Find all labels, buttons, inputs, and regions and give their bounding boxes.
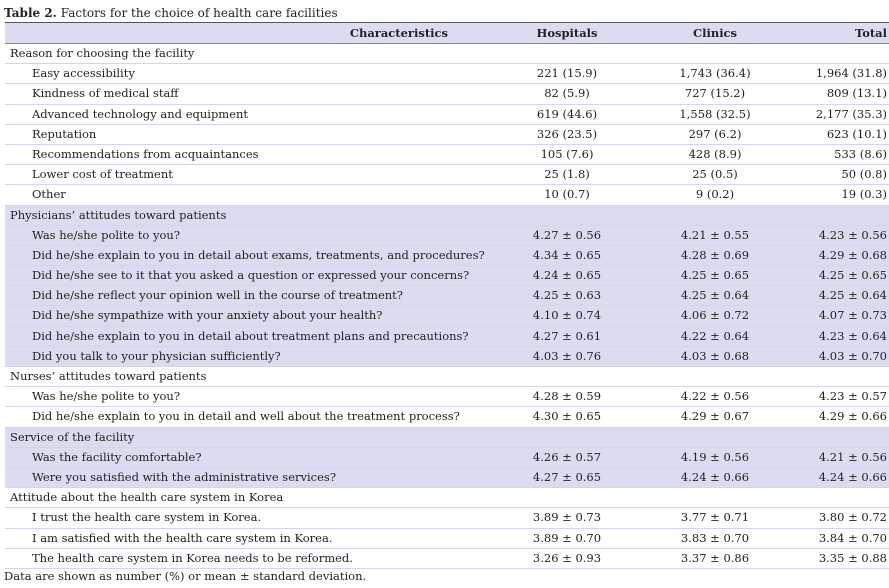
row-label: Kindness of medical staff	[32, 86, 179, 101]
header-clinics: Clinics	[692, 26, 738, 40]
hospitals-cell: 3.89 ± 0.73	[532, 510, 602, 525]
table-footnote: Data are shown as number (%) or mean ± standard deviation.	[4, 569, 367, 583]
hospitals-cell: 4.34 ± 0.65	[532, 247, 602, 262]
clinics-cell: 3.37 ± 0.86	[680, 550, 750, 565]
hospitals-cell: 4.26 ± 0.57	[532, 449, 602, 464]
header-total: Total	[854, 26, 887, 40]
table-row	[5, 64, 889, 84]
table-row	[5, 165, 889, 185]
row-label: Did he/she see to it that you asked a question or expressed your concerns?	[32, 268, 470, 283]
total-cell: 4.25 ± 0.64	[818, 288, 887, 303]
table-row	[5, 448, 889, 468]
table-row	[5, 529, 889, 549]
total-cell: 3.80 ± 0.72	[818, 510, 887, 525]
total-cell: 4.21 ± 0.56	[818, 449, 887, 464]
section-row	[5, 428, 889, 448]
clinics-cell: 4.21 ± 0.55	[680, 227, 750, 242]
row-label: Recommendations from acquaintances	[32, 146, 259, 161]
total-cell: 3.35 ± 0.88	[818, 550, 887, 565]
hospitals-cell: 4.25 ± 0.63	[532, 288, 602, 303]
hospitals-cell: 25 (1.8)	[544, 167, 590, 182]
hospitals-cell: 221 (15.9)	[536, 66, 598, 81]
clinics-cell: 4.24 ± 0.66	[680, 469, 750, 484]
row-label: Did he/she explain to you in detail about exams, treatments, and procedures?	[32, 247, 485, 262]
hospitals-cell: 3.26 ± 0.93	[532, 550, 602, 565]
row-label: Did he/she reflect your opinion well in the course of treatment?	[32, 288, 403, 303]
section-label: Nurses’ attitudes toward patients	[10, 369, 207, 383]
row-label: Did he/she explain to you in detail and well about the treatment process?	[32, 409, 460, 424]
hospitals-cell: 326 (23.5)	[536, 126, 598, 141]
table-header-row	[5, 23, 889, 44]
table-row	[5, 226, 889, 246]
row-label: Was he/she polite to you?	[32, 227, 181, 242]
total-cell: 4.07 ± 0.73	[818, 308, 887, 323]
hospitals-cell: 105 (7.6)	[540, 146, 594, 161]
total-cell: 50 (0.8)	[841, 167, 887, 182]
total-cell: 533 (8.6)	[834, 146, 887, 161]
row-label: Did he/she explain to you in detail about treatment plans and precautions?	[32, 328, 469, 343]
row-label: I trust the health care system in Korea.	[32, 510, 262, 525]
hospitals-cell: 4.27 ± 0.61	[532, 328, 602, 343]
clinics-cell: 4.28 ± 0.69	[680, 247, 750, 262]
clinics-cell: 4.19 ± 0.56	[680, 449, 750, 464]
section-row	[5, 488, 889, 508]
table-caption	[4, 5, 338, 21]
table-row	[5, 347, 889, 367]
hospitals-cell: 4.24 ± 0.65	[532, 268, 602, 283]
clinics-cell: 3.83 ± 0.70	[680, 530, 750, 545]
total-cell: 1,964 (31.8)	[815, 66, 887, 81]
section-row	[5, 206, 889, 226]
hospitals-cell: 3.89 ± 0.70	[532, 530, 602, 545]
table-title: Factors for the choice of health care facilities	[60, 6, 338, 20]
clinics-cell: 4.25 ± 0.64	[680, 288, 750, 303]
clinics-cell: 428 (8.9)	[688, 146, 742, 161]
total-cell: 4.29 ± 0.66	[818, 409, 887, 424]
row-label: Lower cost of treatment	[32, 167, 173, 182]
total-cell: 4.23 ± 0.56	[818, 227, 887, 242]
clinics-cell: 4.29 ± 0.67	[680, 409, 750, 424]
total-cell: 4.03 ± 0.70	[818, 348, 887, 363]
total-cell: 4.29 ± 0.68	[818, 247, 887, 262]
row-label: Advanced technology and equipment	[32, 106, 249, 121]
clinics-cell: 4.06 ± 0.72	[680, 308, 750, 323]
hospitals-cell: 4.27 ± 0.56	[532, 227, 602, 242]
hospitals-cell: 4.28 ± 0.59	[532, 389, 602, 404]
total-cell: 809 (13.1)	[826, 86, 887, 101]
clinics-cell: 727 (15.2)	[684, 86, 746, 101]
table-body	[5, 44, 889, 569]
row-label: Easy accessibility	[32, 66, 135, 81]
header-hospitals: Hospitals	[536, 26, 598, 40]
table-row	[5, 145, 889, 165]
clinics-cell: 1,743 (36.4)	[679, 66, 751, 81]
row-label: Reputation	[32, 126, 97, 141]
table-number: Table 2.	[4, 6, 57, 20]
row-label: I am satisfied with the health care system in Korea.	[32, 530, 333, 545]
table-row	[5, 306, 889, 326]
total-cell: 4.24 ± 0.66	[818, 469, 887, 484]
header-characteristics: Characteristics	[349, 26, 448, 40]
clinics-cell: 9 (0.2)	[695, 187, 735, 202]
clinics-cell: 4.22 ± 0.56	[680, 389, 750, 404]
table-row	[5, 468, 889, 488]
clinics-cell: 4.03 ± 0.68	[680, 348, 750, 363]
section-row	[5, 367, 889, 387]
table-row	[5, 266, 889, 286]
section-row	[5, 44, 889, 64]
hospitals-cell: 4.03 ± 0.76	[532, 348, 602, 363]
hospitals-cell: 4.10 ± 0.74	[532, 308, 602, 323]
clinics-cell: 3.77 ± 0.71	[680, 510, 750, 525]
table-row	[5, 185, 889, 205]
clinics-cell: 25 (0.5)	[692, 167, 738, 182]
row-label: Was he/she polite to you?	[32, 389, 181, 404]
total-cell: 4.23 ± 0.64	[818, 328, 887, 343]
hospitals-cell: 82 (5.9)	[544, 86, 590, 101]
row-label: Was the facility comfortable?	[32, 449, 202, 464]
table-row	[5, 125, 889, 145]
data-table	[5, 22, 889, 569]
table-row	[5, 327, 889, 347]
row-label: The health care system in Korea needs to be reformed.	[32, 550, 353, 565]
row-label: Did you talk to your physician sufficiently?	[32, 348, 281, 363]
total-cell: 19 (0.3)	[841, 187, 887, 202]
clinics-cell: 4.22 ± 0.64	[680, 328, 750, 343]
hospitals-cell: 4.30 ± 0.65	[532, 409, 602, 424]
row-label: Other	[32, 187, 66, 202]
table-row	[5, 549, 889, 569]
table-row	[5, 246, 889, 266]
table-row	[5, 508, 889, 528]
row-label: Did he/she sympathize with your anxiety about your health?	[32, 308, 383, 323]
table-row	[5, 286, 889, 306]
clinics-cell: 1,558 (32.5)	[679, 106, 751, 121]
section-label: Reason for choosing the facility	[10, 46, 195, 60]
total-cell: 4.25 ± 0.65	[818, 268, 887, 283]
total-cell: 2,177 (35.3)	[815, 106, 887, 121]
total-cell: 4.23 ± 0.57	[818, 389, 887, 404]
clinics-cell: 297 (6.2)	[688, 126, 742, 141]
hospitals-cell: 10 (0.7)	[544, 187, 590, 202]
table-row	[5, 84, 889, 104]
section-label: Physicians’ attitudes toward patients	[10, 207, 227, 222]
section-label: Attitude about the health care system in Korea	[10, 490, 284, 505]
total-cell: 623 (10.1)	[826, 126, 887, 141]
table-row	[5, 387, 889, 407]
hospitals-cell: 4.27 ± 0.65	[532, 469, 602, 484]
total-cell: 3.84 ± 0.70	[818, 530, 887, 545]
hospitals-cell: 619 (44.6)	[536, 106, 598, 121]
table-row	[5, 407, 889, 427]
section-label: Service of the facility	[10, 429, 135, 444]
row-label: Were you satisfied with the administrative services?	[32, 469, 336, 484]
clinics-cell: 4.25 ± 0.65	[680, 268, 750, 283]
table-row	[5, 105, 889, 125]
